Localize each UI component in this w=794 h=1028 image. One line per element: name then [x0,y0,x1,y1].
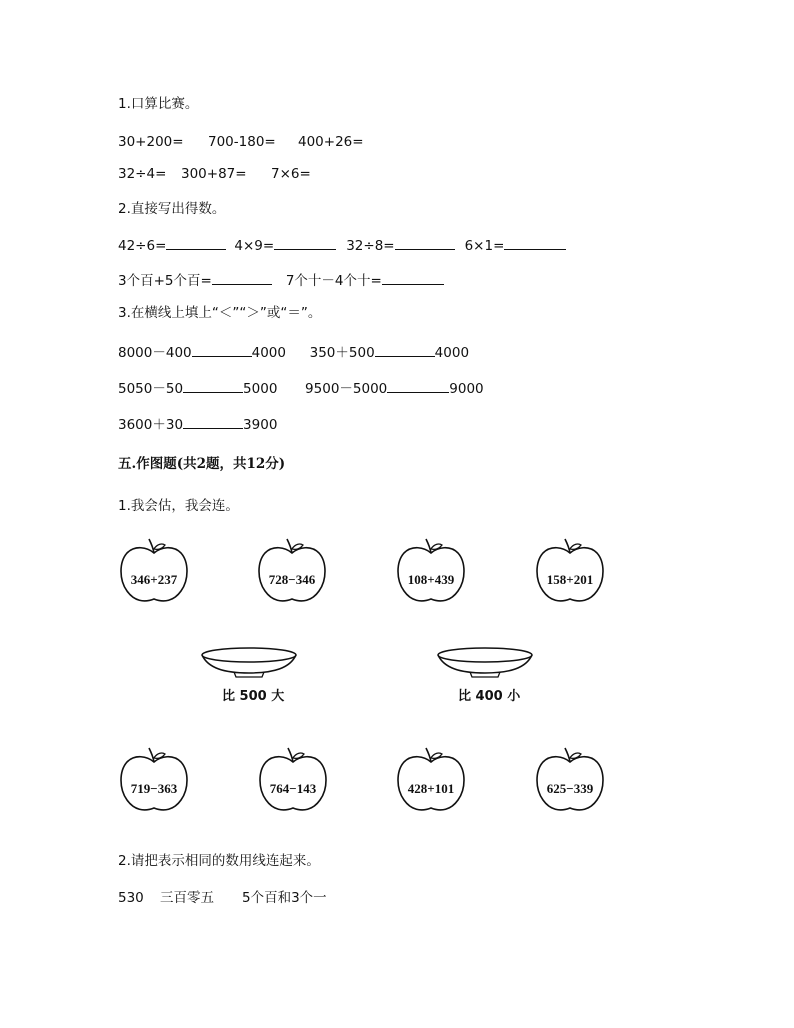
apple-card[interactable] [394,535,468,607]
answer-blank[interactable] [504,235,566,250]
match-item[interactable]: 三百零五 [160,890,214,906]
answer-blank[interactable] [212,270,272,285]
compare-title: 3.在横线上填上“＜”“＞”或“＝”。 [118,305,322,321]
compare-row-3 [118,414,277,434]
q2-title: 2.请把表示相同的数用线连起来。 [118,853,320,869]
plate-icon [200,646,298,682]
oral-item: 300+87= [181,166,247,182]
apple-expression: 625−339 [546,781,594,796]
oral-row-2 [118,165,311,183]
apple-card[interactable] [533,744,607,816]
apple-icon [256,744,330,816]
apple-expression: 428+101 [407,781,455,796]
plate-label: 比 400 小 [458,689,521,704]
direct-item: 4×9= [234,238,275,254]
compare-blank[interactable] [387,378,449,393]
compare-left: 3600＋30 [118,417,184,433]
compare-row-2 [118,378,484,398]
compare-right: 4000 [434,345,470,361]
plate-label: 比 500 大 [222,689,285,704]
direct-row-2 [118,270,444,290]
apple-card[interactable] [394,744,468,816]
apple-icon [255,535,329,607]
plate-icon [436,646,534,682]
compare-right: 3900 [243,417,278,433]
oral-item: 400+26= [298,134,364,150]
direct-item: 32÷8= [346,238,395,254]
apple-icon [394,535,468,607]
compare-blank[interactable] [183,378,243,393]
compare-left: 8000－400 [118,345,192,361]
answer-blank[interactable] [166,235,226,250]
oral-title: 1.口算比赛。 [118,96,199,112]
apple-card[interactable] [533,535,607,607]
apple-expression: 158+201 [546,572,594,587]
direct-row-1 [118,235,566,255]
apple-icon [394,744,468,816]
apple-icon [117,744,191,816]
apple-card[interactable] [117,535,191,607]
compare-row-1 [118,342,469,362]
direct-item: 6×1= [464,238,505,254]
oral-item: 700-180= [208,134,276,150]
apple-expression: 108+439 [407,572,455,587]
apple-icon [533,535,607,607]
apple-card[interactable] [255,535,329,607]
section-heading: 五.作图题(共2题，共12分) [118,456,286,472]
compare-right: 5000 [243,381,278,397]
q1-title: 1.我会估，我会连。 [118,498,239,514]
apple-expression: 728−346 [268,572,316,587]
apple-card[interactable] [117,744,191,816]
oral-item: 32÷4= [118,166,167,182]
compare-right: 4000 [251,345,286,361]
match-item[interactable]: 530 [118,890,144,906]
apple-expression: 764−143 [269,781,317,796]
plate-greater-500[interactable] [200,646,298,682]
compare-left: 9500－5000 [305,381,388,397]
answer-blank[interactable] [382,270,444,285]
oral-item: 30+200= [118,134,184,150]
compare-left: 5050－50 [118,381,184,397]
compare-left: 350＋500 [309,345,375,361]
answer-blank[interactable] [274,235,336,250]
answer-blank[interactable] [395,235,455,250]
direct-title: 2.直接写出得数。 [118,201,226,217]
plate-less-400[interactable] [436,646,534,682]
compare-right: 9000 [449,381,484,397]
compare-blank[interactable] [183,414,243,429]
q2-items [118,889,327,907]
direct-item: 3个百+5个百= [118,273,212,289]
compare-blank[interactable] [375,342,435,357]
apple-icon [117,535,191,607]
direct-item: 42÷6= [118,238,167,254]
oral-row-1 [118,133,364,151]
apple-card[interactable] [256,744,330,816]
compare-blank[interactable] [192,342,252,357]
apple-expression: 346+237 [130,572,178,587]
match-item[interactable]: 5个百和3个一 [242,890,327,906]
apple-icon [533,744,607,816]
direct-item: 7个十－4个十= [285,273,382,289]
oral-item: 7×6= [271,166,311,182]
apple-expression: 719−363 [130,781,178,796]
